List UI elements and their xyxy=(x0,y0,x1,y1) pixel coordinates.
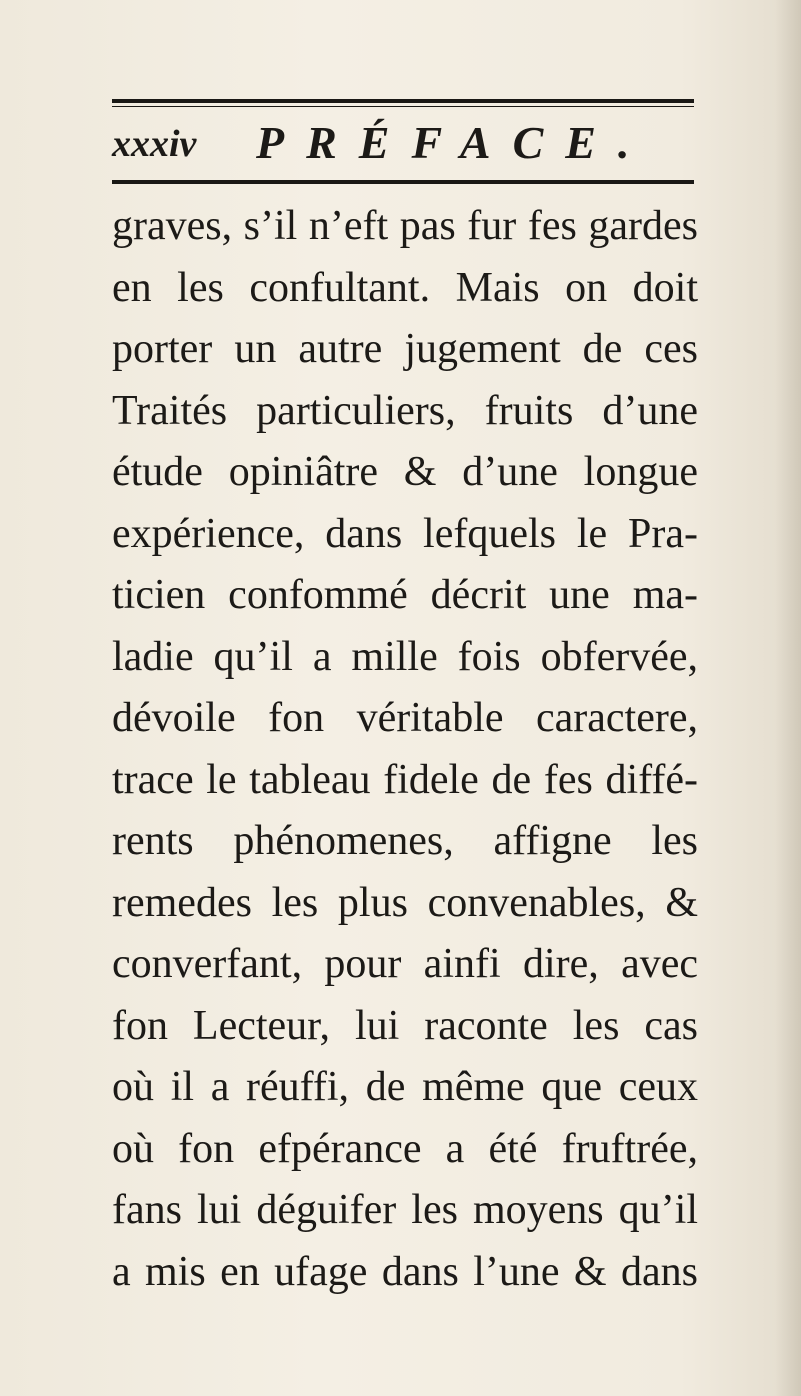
text-line: graves, s’il n’eft pas fur fes gardes xyxy=(112,203,698,249)
text-line: étude opiniâtre & d’une longue xyxy=(112,449,698,495)
header-rule-top xyxy=(112,99,694,103)
text-line: rents phénomenes, affigne les xyxy=(112,818,698,864)
text-line: trace le tableau fidele de fes diffé- xyxy=(112,756,698,803)
text-line: ladie qu’il a mille fois obfervée, xyxy=(112,633,698,680)
running-header xyxy=(112,112,694,170)
body-text xyxy=(112,196,712,1303)
text-line: porter un autre jugement de ces xyxy=(112,326,698,372)
text-line: fon Lecteur, lui raconte les cas xyxy=(112,1002,698,1049)
text-line: ticien confommé décrit une ma- xyxy=(112,572,698,618)
text-line: fans lui déguifer les moyens qu’il xyxy=(112,1187,698,1233)
page-edge-shadow xyxy=(775,0,801,1396)
text-line: où il a réuffi, de même que ceux xyxy=(112,1064,698,1110)
text-line: Traités particuliers, fruits d’une xyxy=(112,387,698,434)
text-line: a mis en ufage dans l’une & dans xyxy=(112,1248,698,1295)
text-line: où fon efpérance a été fruftrée, xyxy=(112,1125,698,1172)
text-line: en les confultant. Mais on doit xyxy=(112,264,698,311)
running-title: PRÉFACE. xyxy=(256,117,652,168)
text-line: converfant, pour ainfi dire, avec xyxy=(112,941,698,987)
text-line: remedes les plus convenables, & xyxy=(112,879,698,926)
text-line: dévoile fon véritable caractere, xyxy=(112,695,698,741)
text-line: expérience, dans lefquels le Pra- xyxy=(112,510,698,557)
header-rule-top-thin xyxy=(112,106,694,107)
page-number: xxxiv xyxy=(112,123,197,165)
header-rule-bottom xyxy=(112,180,694,184)
